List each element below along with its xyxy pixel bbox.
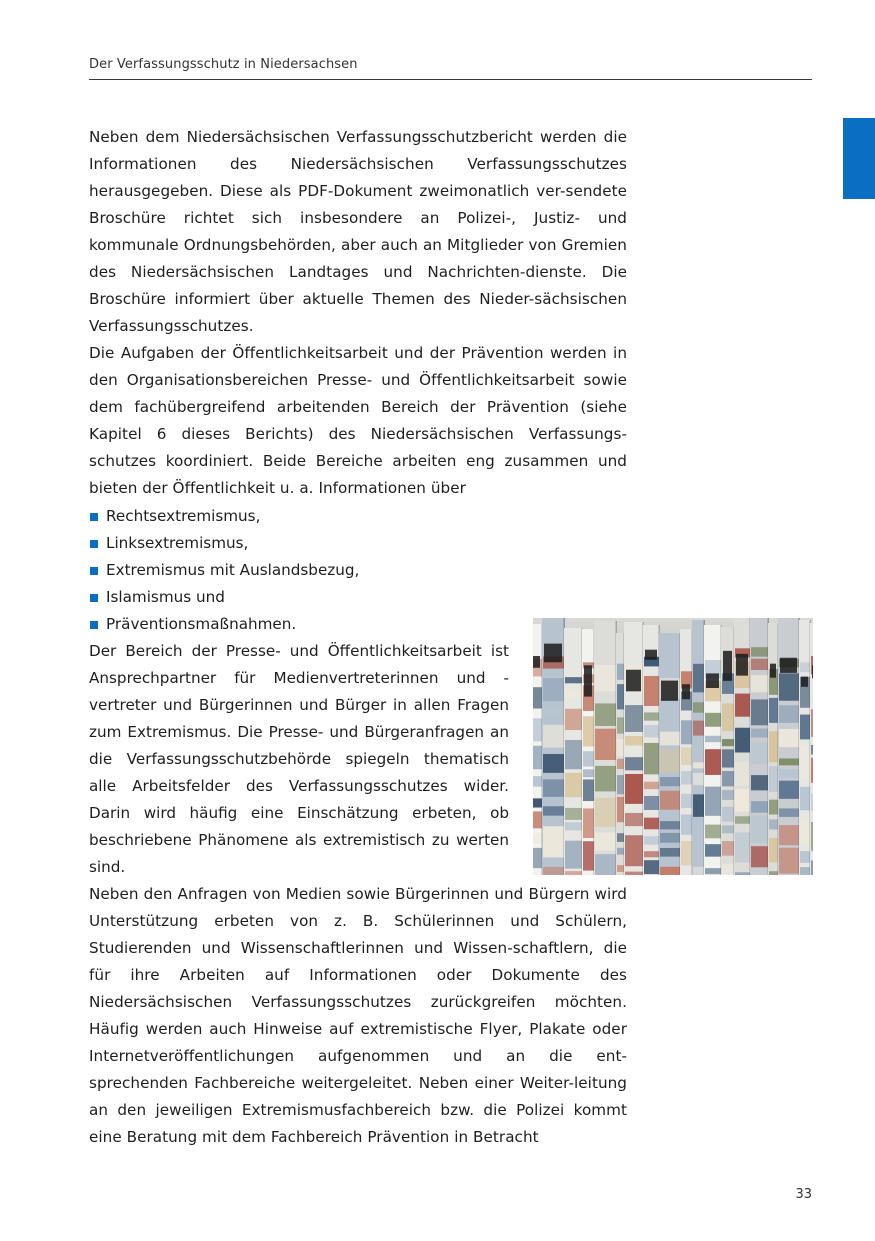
bullet-square-icon	[90, 621, 98, 629]
bullet-square-icon	[90, 567, 98, 575]
list-item	[89, 557, 627, 584]
paragraph-inquiries	[89, 881, 627, 1151]
list-item-text: Islamismus und	[106, 588, 225, 606]
newspaper-stack-photo	[533, 618, 813, 875]
header-rule	[89, 79, 812, 80]
bullet-square-icon	[90, 540, 98, 548]
list-item-text: Linksextremismus,	[106, 534, 249, 552]
list-item-text: Präventionsmaßnahmen.	[106, 615, 297, 633]
bullet-square-icon	[90, 513, 98, 521]
bullet-square-icon	[90, 594, 98, 602]
paragraph-public-relations	[89, 340, 627, 502]
paragraph-press-office	[89, 638, 509, 881]
running-header: Der Verfassungsschutz in Niedersachsen	[89, 57, 358, 72]
paragraph-text: Neben dem Niedersächsischen Verfassungsschutzbericht werden die Informationen des Niedersächsischen Verfassungsschutzes herausgegeben. Diese als PDF-Dokument zweimonatlich ver-sendete Broschüre richtet sich insbesondere an Polizei-, Justiz- und kommunale Ordnungsbehörden, aber auch an Mitglieder von Gremien des Niedersächsischen Landtages und Nachrichten-dienste. Die Broschüre informiert über aktuelle Themen des Nieder-sächsischen Verfassungsschutzes.	[89, 128, 627, 335]
chapter-side-tab	[843, 118, 875, 199]
list-item-text: Extremismus mit Auslandsbezug,	[106, 561, 360, 579]
paragraph-newsletter	[89, 124, 627, 340]
paragraph-text: Der Bereich der Presse- und Öffentlichkeitsarbeit ist Ansprechpartner für Medienvertreterinnen und -vertreter und Bürgerinnen und Bürger in allen Fragen zum Extremismus. Die Presse- und Bürgeranfragen an die Verfassungsschutzbehörde spiegeln thematisch alle Arbeitsfelder des Verfassungsschutzes wider. Darin wird häufig eine Einschätzung erbeten, ob beschriebene Phänomene als extremistisch zu werten sind.	[89, 642, 509, 876]
page-number: 33	[795, 1187, 812, 1202]
list-item	[89, 584, 627, 611]
newspaper-stack-image	[533, 618, 813, 875]
paragraph-text: Die Aufgaben der Öffentlichkeitsarbeit und der Prävention werden in den Organisationsbereichen Presse- und Öffentlichkeitsarbeit sowie dem fachübergreifend arbeitenden Bereich der Prävention (siehe Kapitel 6 dieses Berichts) des Niedersächsischen Verfassungs-schutzes koordiniert. Beide Bereiche arbeiten eng zusammen und bieten der Öffentlichkeit u. a. Informationen über	[89, 344, 627, 497]
paragraph-text: Neben den Anfragen von Medien sowie Bürgerinnen und Bürgern wird Unterstützung erbeten von z. B. Schülerinnen und Schülern, Studierenden und Wissenschaftlerinnen und Wissen-schaftlern, die für ihre Arbeiten auf Informationen oder Dokumente des Niedersächsischen Verfassungsschutzes zurückgreifen möchten. Häufig werden auch Hinweise auf extremistische Flyer, Plakate oder Internetveröffentlichungen aufgenommen und an die ent-sprechenden Fachbereiche weitergeleitet. Neben einer Weiter-leitung an den jeweiligen Extremismusfachbereich bzw. die Polizei kommt eine Beratung mit dem Fachbereich Prävention in Betracht	[89, 885, 627, 1146]
list-item	[89, 530, 627, 557]
list-item	[89, 503, 627, 530]
list-item-text: Rechtsextremismus,	[106, 507, 261, 525]
